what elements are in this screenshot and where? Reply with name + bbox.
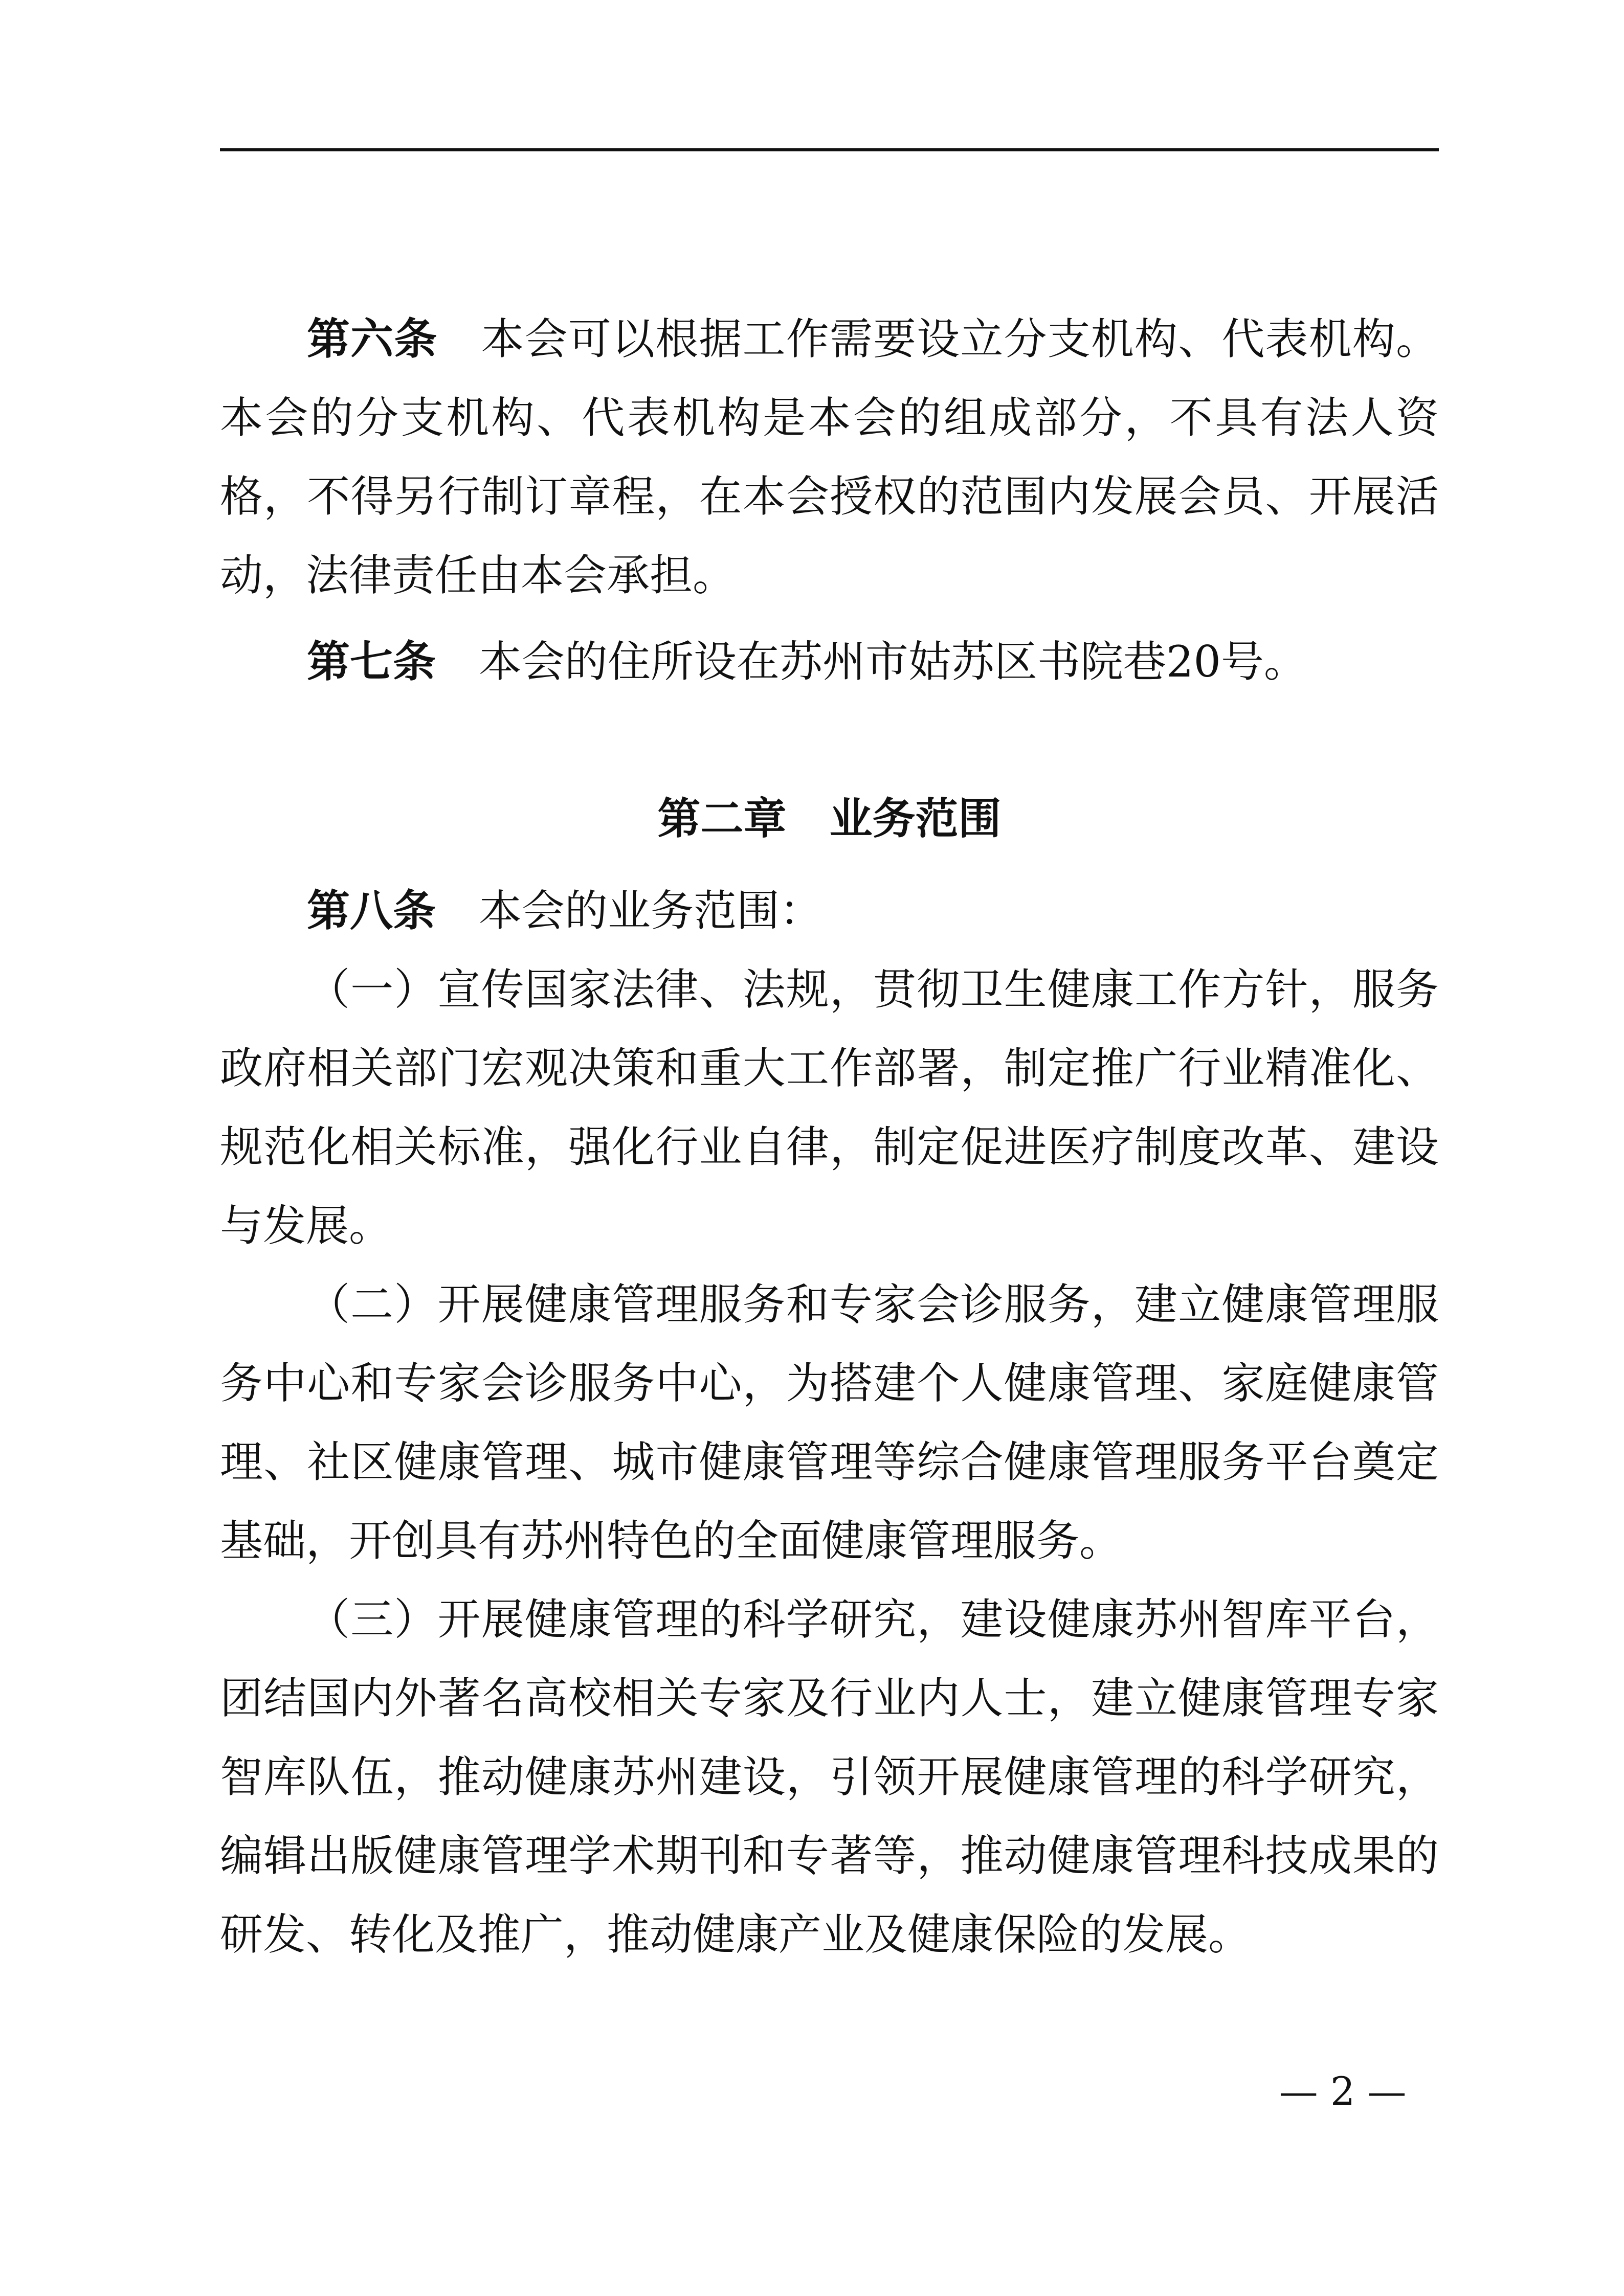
list-item: （一）宣传国家法律、法规，贯彻卫生健康工作方针，服务政府相关部门宏观决策和重大工作部署，制定推广行业精准化、规范化相关标准，强化行业自律，制定促进医疗制度改革、建设与发展。 — [220, 964, 1439, 1251]
chapter-title: 第二章 业务范围 — [657, 794, 1002, 844]
article-label: 第七条 — [307, 637, 436, 687]
article-6 — [220, 300, 1439, 615]
article-text: 本会的住所设在苏州市姑苏区书院巷20号。 — [479, 637, 1307, 687]
article-text: 本会可以根据工作需要设立分支机构、代表机构。本会的分支机构、代表机构是本会的组成部分，不具有法人资格，不得另行制订章程，在本会授权的范围内发展会员、开展活动，法律责任由本会承担。 — [220, 314, 1439, 600]
article-text: 本会的业务范围： — [479, 886, 823, 936]
article-label: 第六条 — [307, 314, 438, 364]
list-item: （二）开展健康管理服务和专家会诊服务，建立健康管理服务中心和专家会诊服务中心，为搭建个人健康管理、家庭健康管理、社区健康管理、城市健康管理等综合健康管理服务平台奠定基础，开创具有苏州特色的全面健康管理服务。 — [220, 1279, 1439, 1566]
article-label: 第八条 — [307, 886, 436, 936]
article-7 — [220, 622, 1439, 701]
list-item: （三）开展健康管理的科学研究，建设健康苏州智库平台，团结国内外著名高校相关专家及行业内人士，建立健康管理专家智库队伍，推动健康苏州建设，引领开展健康管理的科学研究，编辑出版健康管理学术期刊和专著等，推动健康管理科技成果的研发、转化及推广，推动健康产业及健康保险的发展。 — [220, 1594, 1439, 1960]
article-8 — [220, 871, 1439, 1974]
header-rule — [220, 148, 1439, 151]
page-number: — 2 — — [1279, 2068, 1407, 2114]
